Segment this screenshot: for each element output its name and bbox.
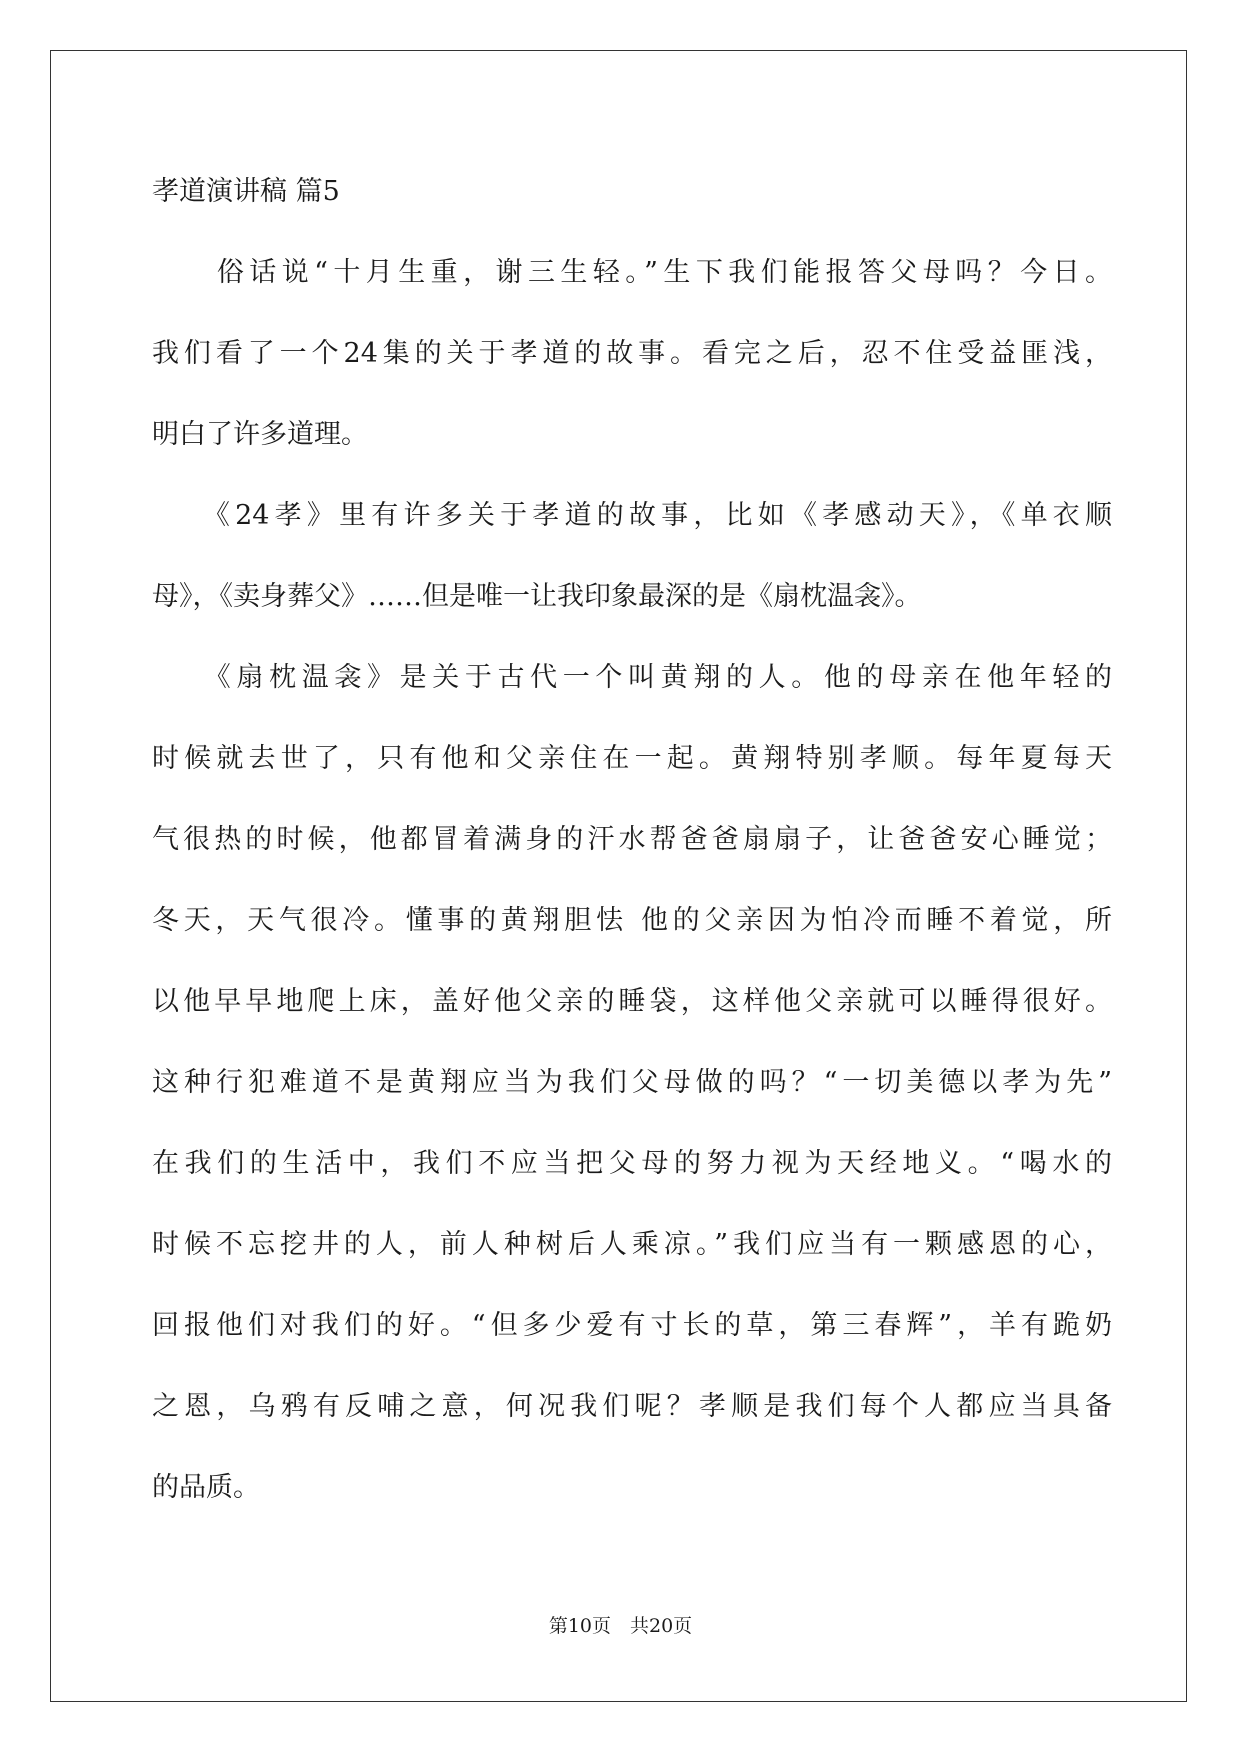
text-line-8: 气很热的时候，他都冒着满身的汗水帮爸爸扇扇子，让爸爸安心睡觉； bbox=[152, 824, 1112, 855]
text-line-7: 时候就去世了，只有他和父亲住在一起。黄翔特别孝顺。每年夏每天 bbox=[152, 743, 1112, 774]
text-line-11: 这种行犯难道不是黄翔应当为我们父母做的吗？“一切美德以孝为先” bbox=[152, 1067, 1112, 1098]
text-line-4: 《24孝》里有许多关于孝道的故事，比如《孝感动天》，《单衣顺 bbox=[152, 500, 1112, 531]
text-line-9: 冬天，天气很冷。懂事的黄翔胆怯 他的父亲因为怕冷而睡不着觉，所 bbox=[152, 905, 1112, 936]
page-footer: 第10页 共20页 bbox=[548, 1615, 693, 1637]
text-line-2: 我们看了一个24集的关于孝道的故事。看完之后，忍不住受益匪浅， bbox=[152, 338, 1112, 369]
text-line-10: 以他早早地爬上床，盖好他父亲的睡袋，这样他父亲就可以睡得很好。 bbox=[152, 986, 1112, 1017]
text-line-3: 明白了许多道理。 bbox=[152, 419, 368, 450]
text-line-5: 母》，《卖身葬父》……但是唯一让我印象最深的是《扇枕温衾》。 bbox=[152, 581, 922, 612]
text-line-6: 《扇枕温衾》是关于古代一个叫黄翔的人。他的母亲在他年轻的 bbox=[152, 662, 1112, 693]
text-line-13: 时候不忘挖井的人，前人种树后人乘凉。”我们应当有一颗感恩的心， bbox=[152, 1229, 1112, 1260]
document-title: 孝道演讲稿 篇5 bbox=[152, 176, 340, 207]
text-line-1: 俗话说“十月生重，谢三生轻。”生下我们能报答父母吗？今日。 bbox=[152, 257, 1112, 288]
text-line-14: 回报他们对我们的好。“但多少爱有寸长的草，第三春辉”，羊有跪奶 bbox=[152, 1310, 1112, 1341]
text-line-16: 的品质。 bbox=[152, 1472, 260, 1503]
text-line-12: 在我们的生活中，我们不应当把父母的努力视为天经地义。“喝水的 bbox=[152, 1148, 1112, 1179]
page-border bbox=[50, 50, 1187, 1702]
text-line-15: 之恩，乌鸦有反哺之意，何况我们呢？孝顺是我们每个人都应当具备 bbox=[152, 1391, 1112, 1422]
